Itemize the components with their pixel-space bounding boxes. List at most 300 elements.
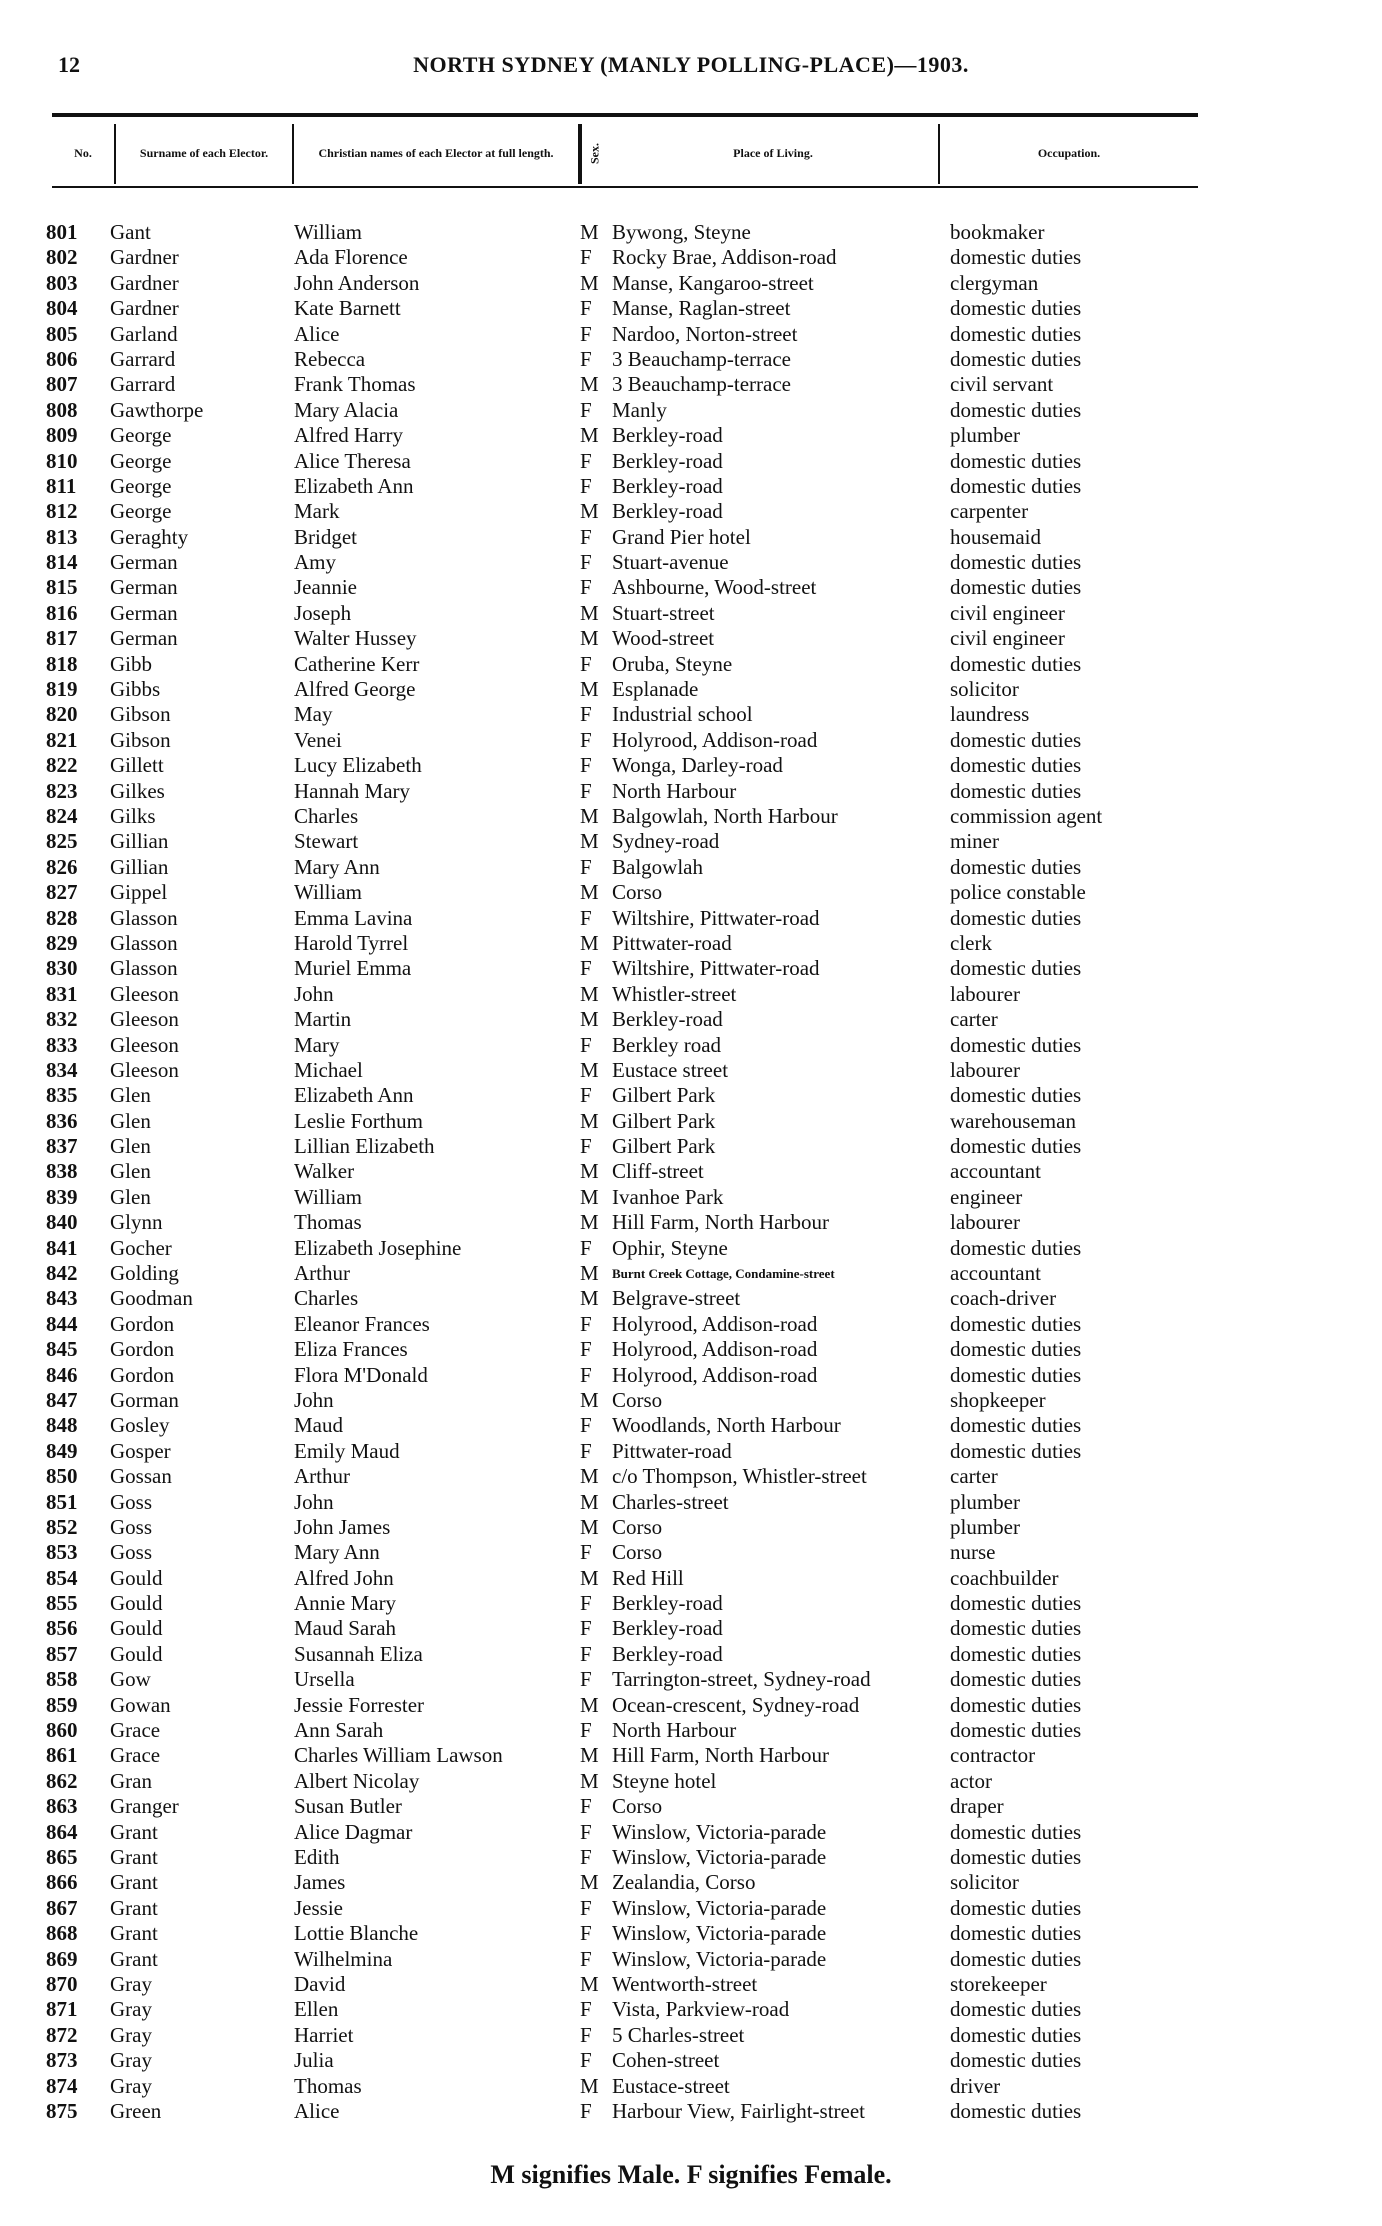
elector-occupation: bookmaker xyxy=(950,220,1045,244)
elector-surname: Granger xyxy=(110,1794,179,1819)
table-row xyxy=(0,525,1382,550)
elector-sex: M xyxy=(580,1971,599,1996)
elector-occupation: domestic duties xyxy=(950,1845,1082,1869)
elector-sex: F xyxy=(580,1540,592,1565)
elector-occupation: plumber xyxy=(950,423,1020,448)
elector-christian-names: William xyxy=(294,1184,362,1209)
elector-occupation: domestic duties xyxy=(950,448,1082,473)
elector-sex: F xyxy=(580,321,592,346)
elector-christian-names: Venei xyxy=(294,727,342,752)
elector-surname: Gilkes xyxy=(110,778,165,803)
elector-surname: Golding xyxy=(110,1261,179,1286)
elector-christian-names: Alice xyxy=(294,321,340,346)
elector-sex: F xyxy=(580,1895,592,1920)
elector-sex: M xyxy=(580,1210,599,1235)
elector-sex: M xyxy=(580,1057,599,1082)
elector-sex: F xyxy=(580,1616,592,1641)
elector-number: 834 xyxy=(46,1057,78,1082)
elector-christian-names: Jessie xyxy=(294,1895,343,1920)
elector-number: 873 xyxy=(46,2048,78,2073)
table-row xyxy=(0,1413,1382,1438)
elector-sex: F xyxy=(580,575,592,600)
elector-occupation: domestic duties xyxy=(950,2098,1082,2123)
elector-sex: M xyxy=(580,1261,599,1286)
elector-place: 3 Beauchamp-terrace xyxy=(612,372,791,397)
elector-surname: Gould xyxy=(110,1641,163,1666)
elector-occupation: domestic duties xyxy=(950,753,1082,778)
elector-surname: Gillett xyxy=(110,753,164,778)
elector-number: 841 xyxy=(46,1235,78,1260)
elector-number: 846 xyxy=(46,1362,78,1387)
elector-place: Berkley-road xyxy=(612,1591,723,1616)
elector-sex: M xyxy=(580,1489,599,1514)
table-row xyxy=(0,906,1382,931)
elector-occupation: domestic duties xyxy=(950,1997,1082,2022)
elector-surname: Glen xyxy=(110,1184,151,1209)
elector-surname: Grant xyxy=(110,1921,158,1946)
elector-surname: Grace xyxy=(110,1743,161,1768)
elector-number: 852 xyxy=(46,1514,78,1539)
elector-christian-names: Arthur xyxy=(294,1464,350,1489)
elector-number: 804 xyxy=(46,296,78,321)
elector-surname: Gran xyxy=(110,1768,152,1793)
elector-sex: M xyxy=(580,1464,599,1489)
elector-occupation: domestic duties xyxy=(950,550,1082,575)
elector-christian-names: Annie Mary xyxy=(294,1591,397,1616)
elector-place: Industrial school xyxy=(612,702,753,727)
elector-sex: M xyxy=(580,1743,599,1768)
elector-place: Holyrood, Addison-road xyxy=(612,1337,818,1362)
elector-sex: M xyxy=(580,270,599,295)
elector-occupation: carpenter xyxy=(950,499,1029,524)
elector-place: Hill Farm, North Harbour xyxy=(612,1743,829,1768)
elector-number: 809 xyxy=(46,423,78,448)
elector-place: North Harbour xyxy=(612,1718,737,1743)
sex-legend: M signifies Male. F signifies Female. xyxy=(490,2160,892,2189)
elector-place: Wentworth-street xyxy=(612,1971,758,1996)
elector-occupation: domestic duties xyxy=(950,1692,1082,1717)
table-row xyxy=(0,931,1382,956)
elector-sex: M xyxy=(580,1159,599,1184)
elector-sex: F xyxy=(580,727,592,752)
elector-number: 814 xyxy=(46,550,78,575)
elector-surname: Garland xyxy=(110,321,178,346)
elector-surname: German xyxy=(110,550,178,575)
elector-surname: Gardner xyxy=(110,296,179,321)
table-row xyxy=(0,1464,1382,1489)
elector-place: Pittwater-road xyxy=(612,1438,732,1463)
elector-sex: F xyxy=(580,1083,592,1108)
elector-number: 820 xyxy=(46,702,78,727)
elector-christian-names: Emily Maud xyxy=(294,1438,400,1463)
elector-surname: Gillian xyxy=(110,854,169,879)
elector-number: 842 xyxy=(46,1261,78,1286)
elector-number: 839 xyxy=(46,1184,78,1209)
table-row xyxy=(0,1312,1382,1337)
elector-number: 849 xyxy=(46,1438,78,1463)
page-title: NORTH SYDNEY (MANLY POLLING-PLACE)—1903. xyxy=(413,52,969,77)
elector-sex: F xyxy=(580,524,592,549)
elector-occupation: domestic duties xyxy=(950,727,1082,752)
elector-number: 853 xyxy=(46,1540,78,1565)
table-row xyxy=(0,1972,1382,1997)
header-rule xyxy=(52,113,1198,117)
elector-occupation: actor xyxy=(950,1768,992,1793)
elector-surname: Grant xyxy=(110,1819,158,1844)
table-row xyxy=(0,1083,1382,1108)
elector-christian-names: Lillian Elizabeth xyxy=(294,1134,435,1159)
table-row xyxy=(0,1210,1382,1235)
elector-number: 859 xyxy=(46,1692,78,1717)
elector-occupation: accountant xyxy=(950,1159,1041,1184)
elector-christian-names: Amy xyxy=(294,550,336,575)
elector-sex: M xyxy=(580,499,599,524)
elector-christian-names: Susan Butler xyxy=(294,1794,402,1819)
elector-number: 836 xyxy=(46,1108,78,1133)
table-row xyxy=(0,652,1382,677)
table-row xyxy=(0,702,1382,727)
elector-place: Gilbert Park xyxy=(612,1083,716,1108)
elector-christian-names: Frank Thomas xyxy=(294,372,416,397)
elector-surname: Gleeson xyxy=(110,1057,179,1082)
elector-number: 837 xyxy=(46,1134,78,1159)
elector-number: 811 xyxy=(46,473,77,498)
table-row xyxy=(0,753,1382,778)
elector-surname: Grant xyxy=(110,1895,158,1920)
elector-sex: F xyxy=(580,702,592,727)
elector-occupation: miner xyxy=(950,829,999,854)
elector-sex: M xyxy=(580,372,599,397)
elector-sex: F xyxy=(580,2098,592,2123)
elector-surname: Gray xyxy=(110,2022,152,2047)
elector-number: 872 xyxy=(46,2022,78,2047)
elector-number: 858 xyxy=(46,1667,78,1692)
table-row xyxy=(0,1616,1382,1641)
elector-place: Corso xyxy=(612,1794,663,1819)
elector-occupation: housemaid xyxy=(950,524,1041,549)
elector-occupation: nurse xyxy=(950,1540,996,1565)
elector-sex: M xyxy=(580,981,599,1006)
elector-surname: George xyxy=(110,448,172,473)
elector-christian-names: Albert Nicolay xyxy=(294,1768,420,1793)
table-row xyxy=(0,1490,1382,1515)
elector-occupation: domestic duties xyxy=(950,245,1082,270)
elector-sex: F xyxy=(580,245,592,270)
elector-surname: Goss xyxy=(110,1540,153,1565)
elector-christian-names: Catherine Kerr xyxy=(294,651,420,676)
table-row xyxy=(0,1667,1382,1692)
elector-number: 815 xyxy=(46,575,78,600)
header-surname: Surname of each Elector. xyxy=(116,124,294,184)
table-row xyxy=(0,1947,1382,1972)
elector-sex: F xyxy=(580,778,592,803)
elector-surname: Gibson xyxy=(110,727,171,752)
elector-surname: Glen xyxy=(110,1108,151,1133)
elector-number: 831 xyxy=(46,981,78,1006)
elector-christian-names: Alice xyxy=(294,2098,340,2123)
elector-sex: M xyxy=(580,829,599,854)
elector-surname: Gray xyxy=(110,1971,152,1996)
elector-surname: Grant xyxy=(110,1870,158,1895)
elector-place: Pittwater-road xyxy=(612,930,732,955)
elector-occupation: domestic duties xyxy=(950,1337,1082,1362)
elector-christian-names: Alice Theresa xyxy=(294,448,411,473)
table-row xyxy=(0,1540,1382,1565)
elector-occupation: draper xyxy=(950,1794,1004,1819)
table-row xyxy=(0,1388,1382,1413)
elector-christian-names: Charles xyxy=(294,803,359,828)
elector-list xyxy=(0,220,1382,2124)
elector-christian-names: Julia xyxy=(294,2048,334,2073)
elector-number: 865 xyxy=(46,1845,78,1869)
elector-surname: Glen xyxy=(110,1083,151,1108)
elector-christian-names: Ann Sarah xyxy=(294,1718,384,1743)
elector-surname: Goodman xyxy=(110,1286,193,1311)
table-row xyxy=(0,347,1382,372)
elector-place: Wood-street xyxy=(612,626,715,651)
table-row xyxy=(0,1033,1382,1058)
table-row xyxy=(0,804,1382,829)
elector-occupation: domestic duties xyxy=(950,1718,1082,1743)
elector-sex: F xyxy=(580,1845,592,1869)
table-row xyxy=(0,245,1382,270)
header-no: No. xyxy=(52,124,116,184)
elector-christian-names: John xyxy=(294,981,334,1006)
elector-number: 875 xyxy=(46,2098,78,2123)
elector-surname: Gibson xyxy=(110,702,171,727)
header-occupation: Occupation. xyxy=(1037,146,1101,161)
elector-occupation: domestic duties xyxy=(950,1819,1082,1844)
elector-sex: M xyxy=(580,677,599,702)
elector-place: Woodlands, North Harbour xyxy=(612,1413,841,1438)
table-row xyxy=(0,1261,1382,1286)
elector-christian-names: Alfred George xyxy=(294,677,416,702)
elector-christian-names: Mary Ann xyxy=(294,854,380,879)
elector-sex: F xyxy=(580,1311,592,1336)
table-row xyxy=(0,220,1382,245)
elector-place: Steyne hotel xyxy=(612,1768,717,1793)
elector-occupation: domestic duties xyxy=(950,854,1082,879)
elector-number: 832 xyxy=(46,1007,78,1032)
elector-sex: M xyxy=(580,1286,599,1311)
elector-surname: Gibb xyxy=(110,651,152,676)
table-row xyxy=(0,829,1382,854)
table-row xyxy=(0,1236,1382,1261)
table-row xyxy=(0,1007,1382,1032)
elector-christian-names: Harriet xyxy=(294,2022,354,2047)
elector-number: 812 xyxy=(46,499,78,524)
elector-occupation: police constable xyxy=(950,880,1086,905)
elector-surname: Geraghty xyxy=(110,524,189,549)
table-row xyxy=(0,1109,1382,1134)
elector-number: 867 xyxy=(46,1895,78,1920)
elector-occupation: domestic duties xyxy=(950,1413,1082,1438)
elector-occupation: labourer xyxy=(950,1057,1020,1082)
elector-number: 827 xyxy=(46,880,78,905)
elector-surname: Gordon xyxy=(110,1311,175,1336)
table-row xyxy=(0,1718,1382,1743)
table-row xyxy=(0,1363,1382,1388)
table-row xyxy=(0,677,1382,702)
elector-sex: F xyxy=(580,1718,592,1743)
elector-occupation: domestic duties xyxy=(950,1134,1082,1159)
elector-christian-names: Ellen xyxy=(294,1997,339,2022)
elector-christian-names: Walter Hussey xyxy=(294,626,417,651)
elector-place: Berkley-road xyxy=(612,1007,723,1032)
elector-surname: Gippel xyxy=(110,880,168,905)
elector-sex: F xyxy=(580,651,592,676)
elector-christian-names: Harold Tyrrel xyxy=(294,930,409,955)
elector-sex: F xyxy=(580,1413,592,1438)
elector-christian-names: May xyxy=(294,702,333,727)
elector-christian-names: Elizabeth Josephine xyxy=(294,1235,462,1260)
table-row xyxy=(0,372,1382,397)
table-row xyxy=(0,1591,1382,1616)
elector-number: 830 xyxy=(46,956,78,981)
elector-sex: M xyxy=(580,1692,599,1717)
elector-place: Rocky Brae, Addison-road xyxy=(612,245,837,270)
elector-place: Corso xyxy=(612,880,663,905)
elector-occupation: domestic duties xyxy=(950,397,1082,422)
elector-christian-names: Alice Dagmar xyxy=(294,1819,413,1844)
elector-place: Wiltshire, Pittwater-road xyxy=(612,956,820,981)
elector-sex: F xyxy=(580,346,592,371)
elector-sex: F xyxy=(580,1362,592,1387)
elector-surname: Gosley xyxy=(110,1413,170,1438)
header-christian-names: Christian names of each Elector at full length. xyxy=(294,124,580,184)
table-row xyxy=(0,474,1382,499)
elector-place: Corso xyxy=(612,1540,663,1565)
table-row xyxy=(0,1743,1382,1768)
elector-sex: F xyxy=(580,1667,592,1692)
elector-place: Ocean-crescent, Sydney-road xyxy=(612,1692,860,1717)
elector-place: Manly xyxy=(612,397,667,422)
elector-place: 3 Beauchamp-terrace xyxy=(612,346,791,371)
table-row xyxy=(0,728,1382,753)
elector-surname: Gowan xyxy=(110,1692,171,1717)
elector-surname: Gray xyxy=(110,2073,152,2098)
table-row xyxy=(0,2048,1382,2073)
elector-christian-names: William xyxy=(294,880,362,905)
elector-christian-names: James xyxy=(294,1870,346,1895)
elector-surname: Gant xyxy=(110,220,151,244)
elector-sex: F xyxy=(580,1337,592,1362)
elector-occupation: domestic duties xyxy=(950,1641,1082,1666)
elector-sex: F xyxy=(580,2048,592,2073)
elector-place: Esplanade xyxy=(612,677,699,702)
elector-number: 870 xyxy=(46,1971,78,1996)
elector-place: Winslow, Victoria-parade xyxy=(612,1845,827,1869)
elector-place: Bywong, Steyne xyxy=(612,220,751,244)
elector-occupation: domestic duties xyxy=(950,778,1082,803)
elector-occupation: carter xyxy=(950,1464,998,1489)
table-row xyxy=(0,296,1382,321)
elector-number: 803 xyxy=(46,270,78,295)
elector-christian-names: Charles xyxy=(294,1286,359,1311)
elector-occupation: domestic duties xyxy=(950,1032,1082,1057)
table-row xyxy=(0,1515,1382,1540)
elector-place: Wonga, Darley-road xyxy=(612,753,783,778)
elector-surname: Gray xyxy=(110,2048,152,2073)
table-row xyxy=(0,499,1382,524)
elector-place: Ophir, Steyne xyxy=(612,1235,728,1260)
elector-number: 817 xyxy=(46,626,78,651)
elector-place: Eustace street xyxy=(612,1057,729,1082)
elector-surname: Glasson xyxy=(110,956,178,981)
table-row xyxy=(0,575,1382,600)
elector-number: 822 xyxy=(46,753,78,778)
elector-sex: F xyxy=(580,854,592,879)
elector-number: 838 xyxy=(46,1159,78,1184)
elector-christian-names: Jeannie xyxy=(294,575,357,600)
elector-christian-names: Alfred John xyxy=(294,1565,394,1590)
table-row xyxy=(0,855,1382,880)
elector-place: Winslow, Victoria-parade xyxy=(612,1819,827,1844)
table-row xyxy=(0,1159,1382,1184)
column-headers xyxy=(52,124,1198,184)
elector-place: Holyrood, Addison-road xyxy=(612,1362,818,1387)
table-row xyxy=(0,2023,1382,2048)
elector-christian-names: John xyxy=(294,1387,334,1412)
elector-surname: Gleeson xyxy=(110,1032,179,1057)
elector-christian-names: Leslie Forthum xyxy=(294,1108,423,1133)
elector-place: Grand Pier hotel xyxy=(612,524,751,549)
elector-place: Berkley road xyxy=(612,1032,722,1057)
table-row xyxy=(0,2074,1382,2099)
elector-surname: Grace xyxy=(110,1718,161,1743)
table-row xyxy=(0,1134,1382,1159)
elector-number: 802 xyxy=(46,245,78,270)
elector-place: Cohen-street xyxy=(612,2048,720,2073)
elector-surname: Gillian xyxy=(110,829,169,854)
elector-occupation: domestic duties xyxy=(950,1895,1082,1920)
elector-place: c/o Thompson, Whistler-street xyxy=(612,1464,867,1489)
elector-occupation: domestic duties xyxy=(950,575,1082,600)
elector-occupation: commission agent xyxy=(950,803,1103,828)
elector-sex: F xyxy=(580,1794,592,1819)
elector-surname: Goss xyxy=(110,1489,153,1514)
elector-number: 806 xyxy=(46,346,78,371)
elector-place: Berkley-road xyxy=(612,1616,723,1641)
elector-place: Corso xyxy=(612,1387,663,1412)
elector-number: 823 xyxy=(46,778,78,803)
elector-occupation: domestic duties xyxy=(950,1667,1082,1692)
elector-number: 857 xyxy=(46,1641,78,1666)
elector-sex: M xyxy=(580,803,599,828)
elector-occupation: domestic duties xyxy=(950,296,1082,321)
elector-number: 869 xyxy=(46,1946,78,1971)
elector-occupation: coachbuilder xyxy=(950,1565,1059,1590)
page-number: 12 xyxy=(58,52,80,77)
elector-occupation: plumber xyxy=(950,1489,1020,1514)
elector-surname: Gordon xyxy=(110,1362,175,1387)
elector-christian-names: Mark xyxy=(294,499,340,524)
elector-occupation: domestic duties xyxy=(950,651,1082,676)
elector-occupation: domestic duties xyxy=(950,1362,1082,1387)
elector-surname: Gleeson xyxy=(110,1007,179,1032)
elector-surname: Gibbs xyxy=(110,677,161,702)
elector-sex: F xyxy=(580,1641,592,1666)
elector-number: 818 xyxy=(46,651,78,676)
elector-number: 851 xyxy=(46,1489,78,1514)
elector-surname: George xyxy=(110,423,172,448)
elector-occupation: engineer xyxy=(950,1184,1023,1209)
elector-place: Berkley-road xyxy=(612,473,723,498)
header-place-of-living: Place of Living. xyxy=(608,124,940,184)
table-row xyxy=(0,1439,1382,1464)
elector-number: 840 xyxy=(46,1210,78,1235)
elector-christian-names: Martin xyxy=(294,1007,352,1032)
